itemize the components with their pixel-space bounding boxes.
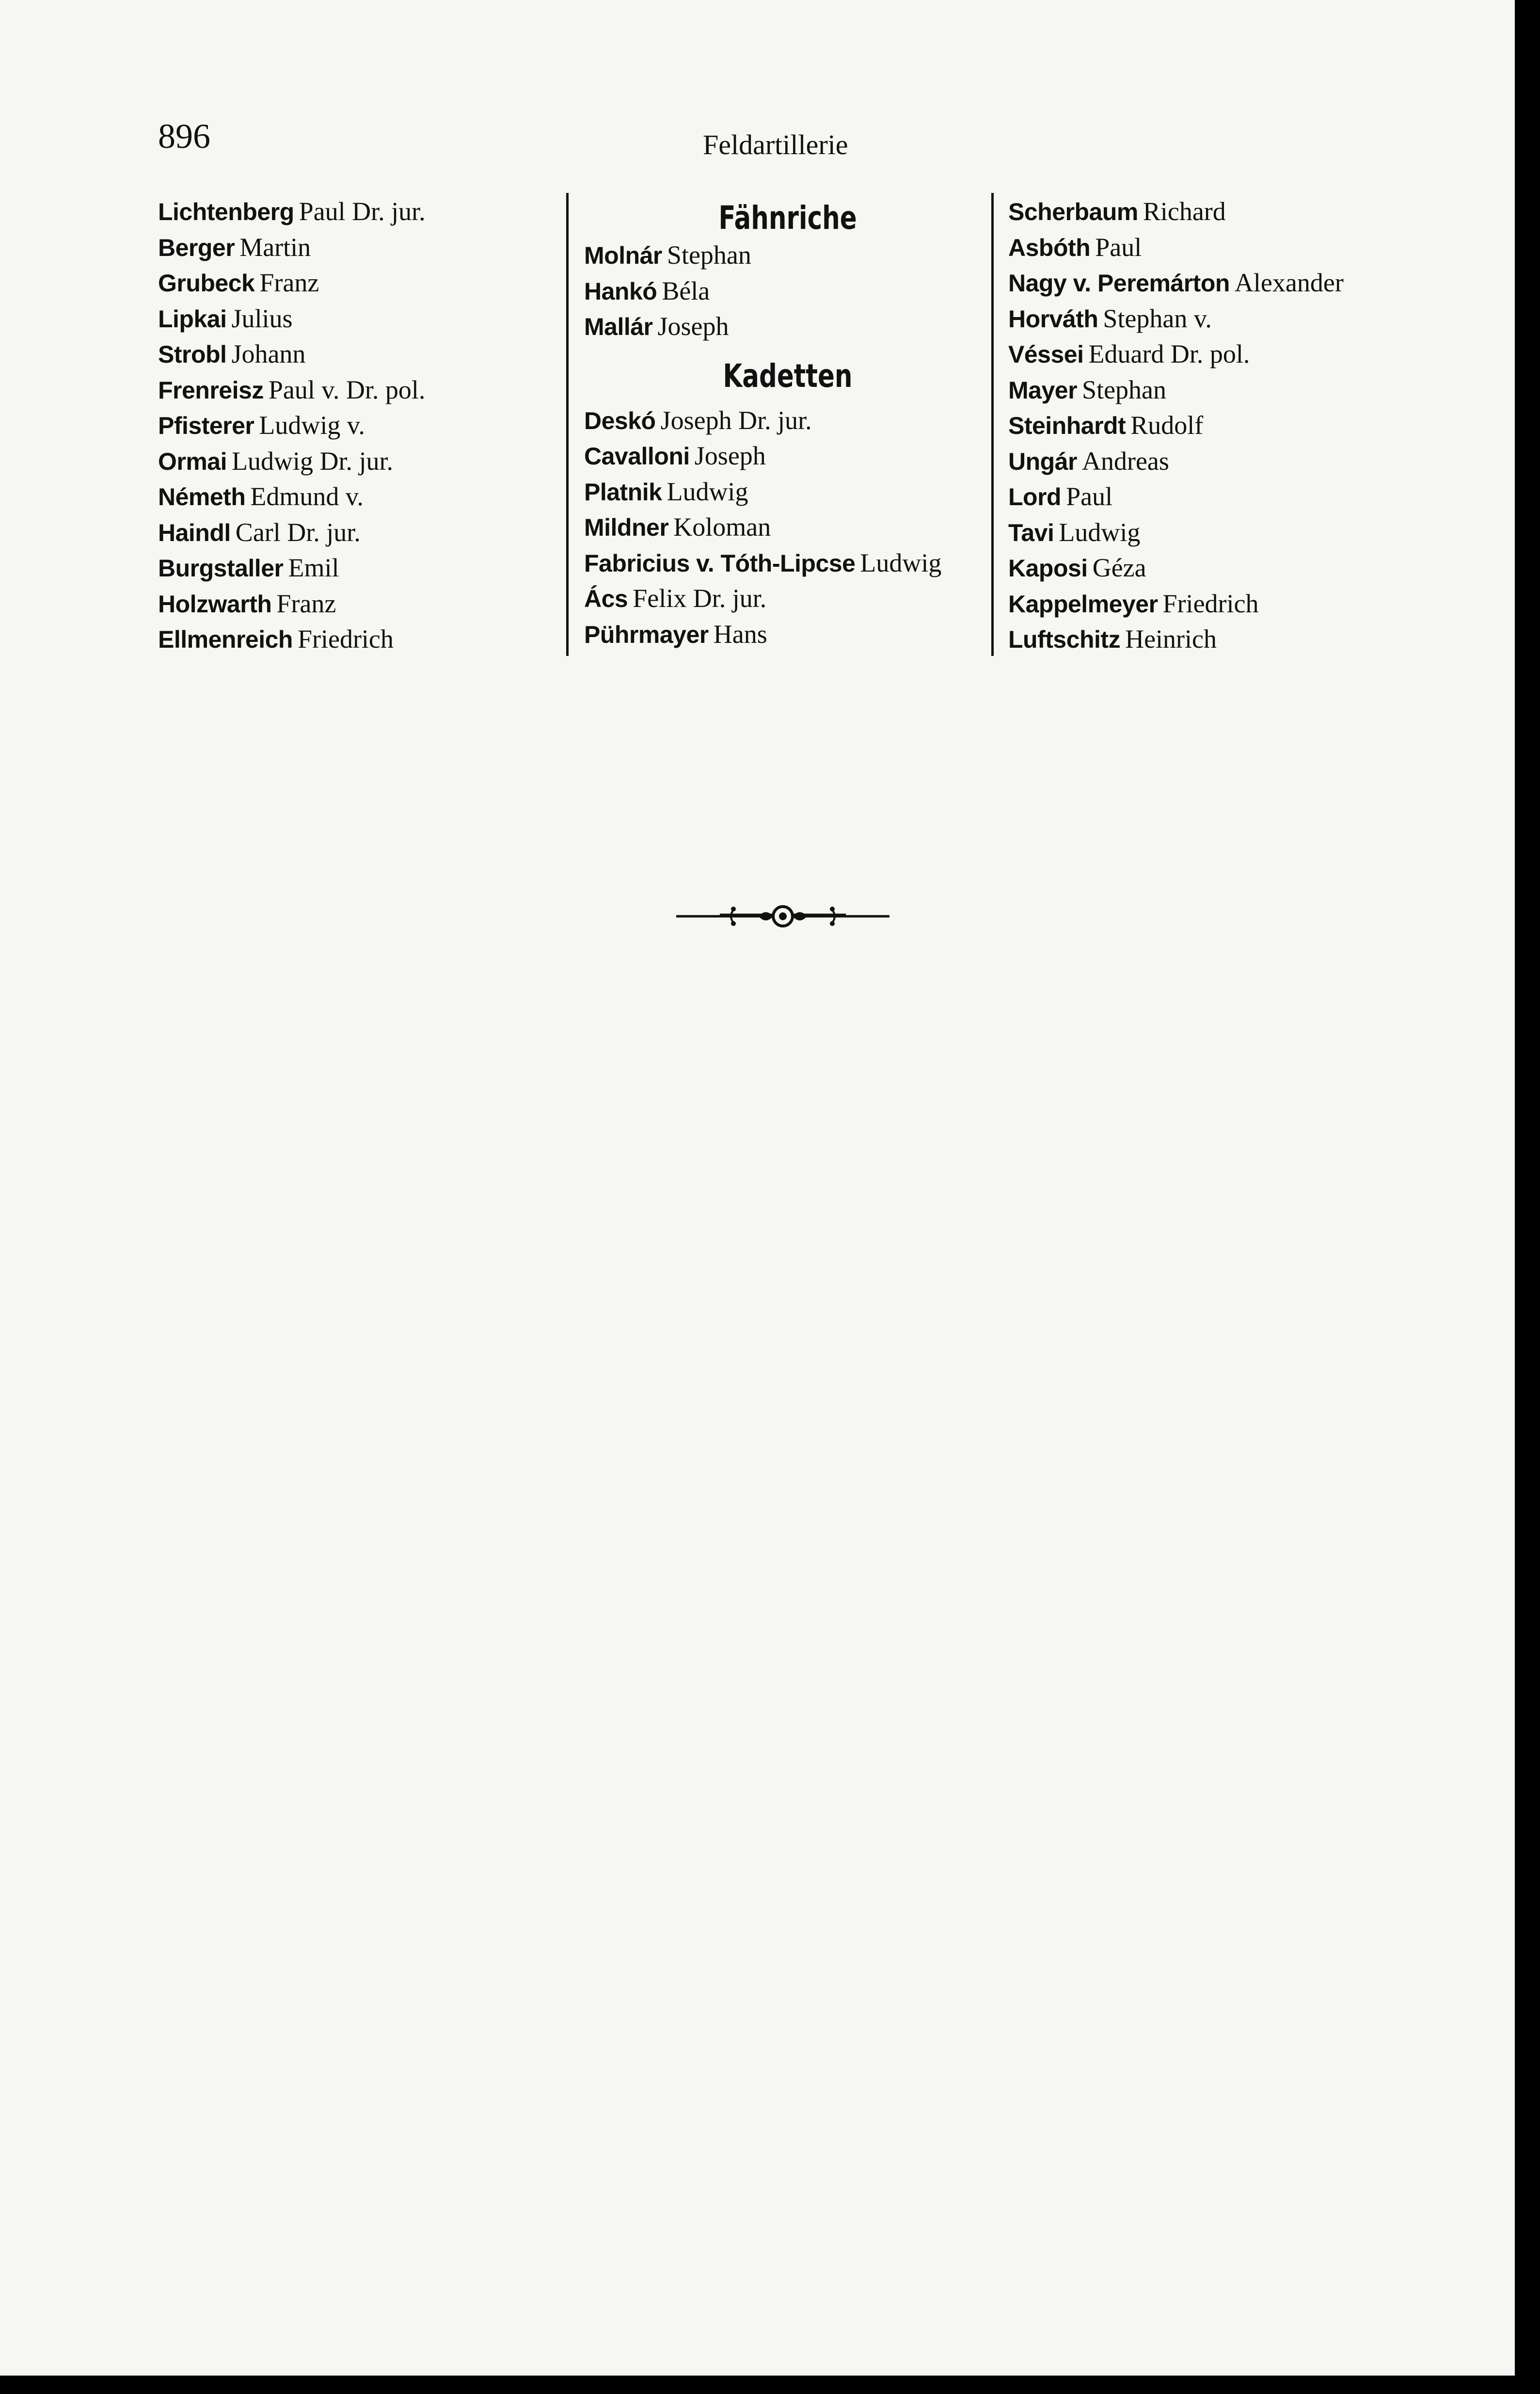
surname: Kaposi — [1008, 555, 1088, 582]
list-item — [584, 474, 991, 510]
surname: Platnik — [584, 478, 662, 506]
list-item — [1008, 230, 1493, 266]
given-name: Joseph Dr. jur. — [660, 405, 812, 435]
list-item — [1008, 372, 1493, 408]
given-name: Johann — [231, 339, 306, 368]
given-name: Ludwig v. — [259, 411, 365, 440]
given-name: Paul Dr. jur. — [299, 197, 426, 226]
list-item — [584, 545, 991, 581]
surname: Hankó — [584, 277, 657, 305]
list-item — [158, 479, 556, 515]
given-name: Hans — [713, 619, 767, 649]
list-item — [1008, 479, 1493, 515]
list-item — [158, 230, 556, 266]
given-name: Stephan — [1082, 375, 1167, 404]
surname: Grubeck — [158, 270, 255, 297]
list-item — [584, 581, 991, 617]
surname: Holzwarth — [158, 590, 272, 618]
given-name: Friedrich — [1162, 589, 1259, 618]
given-name: Paul — [1066, 482, 1113, 511]
given-name: Franz — [276, 589, 336, 618]
given-name: Paul v. Dr. pol. — [268, 375, 426, 404]
surname: Cavalloni — [584, 443, 690, 470]
surname: Haindl — [158, 519, 231, 546]
surname: Asbóth — [1008, 234, 1091, 261]
given-name: Stephan — [667, 240, 751, 270]
surname: Luftschitz — [1008, 626, 1121, 653]
given-name: Ludwig Dr. jur. — [232, 446, 394, 476]
section-heading-kadetten: Kadetten — [723, 357, 853, 395]
list-item — [584, 438, 991, 474]
surname: Ungár — [1008, 447, 1077, 475]
name-column-2 — [584, 194, 991, 652]
given-name: Stephan v. — [1103, 303, 1212, 333]
name-column-1 — [158, 194, 556, 657]
given-name: Ludwig — [1059, 517, 1141, 547]
surname: Molnár — [584, 242, 662, 269]
surname: Lord — [1008, 483, 1062, 511]
given-name: Paul — [1095, 232, 1142, 262]
given-name: Rudolf — [1130, 411, 1204, 440]
column-divider — [566, 193, 569, 656]
given-name: Heinrich — [1125, 624, 1217, 654]
surname: Scherbaum — [1008, 198, 1138, 225]
list-item — [158, 622, 556, 657]
given-name: Friedrich — [297, 624, 394, 654]
surname: Véssei — [1008, 341, 1084, 368]
list-item — [1008, 408, 1493, 444]
surname: Németh — [158, 483, 246, 511]
surname: Horváth — [1008, 305, 1098, 333]
given-name: Joseph — [694, 441, 766, 470]
given-name: Ludwig — [860, 548, 942, 577]
list-item — [1008, 550, 1493, 586]
given-name: Joseph — [657, 312, 729, 341]
surname: Fabricius v. Tóth-Lipcse — [584, 549, 856, 577]
list-item — [1008, 586, 1493, 622]
surname: Ellmenreich — [158, 626, 293, 653]
list-item — [584, 403, 991, 439]
column-divider — [991, 193, 994, 656]
given-name: Emil — [288, 553, 339, 582]
surname: Burgstaller — [158, 555, 284, 582]
list-item — [158, 550, 556, 586]
page-number: 896 — [158, 117, 210, 156]
given-name: Edmund v. — [250, 482, 364, 511]
list-item — [1008, 622, 1493, 657]
given-name: Alexander — [1234, 268, 1344, 297]
list-item — [158, 265, 556, 301]
given-name: Ludwig — [667, 477, 748, 506]
given-name: Béla — [662, 276, 710, 305]
surname: Frenreisz — [158, 376, 264, 404]
list-item — [158, 301, 556, 337]
list-item — [158, 586, 556, 622]
surname: Mildner — [584, 514, 669, 541]
surname: Ormai — [158, 447, 227, 475]
list-item — [1008, 444, 1493, 479]
surname: Pührmayer — [584, 621, 709, 648]
surname: Mallár — [584, 313, 653, 340]
list-item — [1008, 265, 1493, 301]
list-item — [584, 617, 991, 653]
surname: Mayer — [1008, 376, 1078, 404]
given-name: Koloman — [673, 512, 771, 542]
given-name: Carl Dr. jur. — [235, 517, 361, 547]
list-item — [1008, 336, 1493, 372]
surname: Tavi — [1008, 519, 1054, 546]
list-item — [584, 510, 991, 545]
name-column-3 — [1008, 194, 1493, 657]
given-name: Felix Dr. jur. — [633, 584, 767, 613]
list-item — [158, 336, 556, 372]
given-name: Martin — [239, 232, 311, 262]
list-item — [1008, 515, 1493, 551]
running-head: Feldartillerie — [703, 129, 848, 160]
section-heading-faehnriche: Fähnriche — [718, 199, 857, 237]
list-item — [1008, 301, 1493, 337]
surname: Kappelmeyer — [1008, 590, 1158, 618]
given-name: Eduard Dr. pol. — [1088, 339, 1250, 368]
surname: Berger — [158, 234, 235, 261]
surname: Lipkai — [158, 305, 227, 333]
given-name: Julius — [231, 303, 293, 333]
list-item — [158, 408, 556, 444]
surname: Nagy v. Peremárton — [1008, 270, 1230, 297]
list-item — [158, 444, 556, 479]
surname: Lichtenberg — [158, 198, 294, 225]
list-item — [1008, 194, 1493, 230]
surname: Ács — [584, 585, 628, 612]
list-item — [158, 515, 556, 551]
tailpiece-ornament-icon — [676, 899, 889, 933]
list-item — [584, 273, 991, 309]
given-name: Franz — [259, 268, 319, 297]
list-item — [158, 194, 556, 230]
surname: Deskó — [584, 407, 656, 434]
surname: Steinhardt — [1008, 412, 1126, 439]
given-name: Géza — [1092, 553, 1146, 582]
list-item — [584, 238, 991, 273]
surname: Strobl — [158, 341, 227, 368]
list-item — [584, 309, 991, 345]
list-item — [158, 372, 556, 408]
given-name: Richard — [1143, 197, 1226, 226]
surname: Pfisterer — [158, 412, 254, 439]
given-name: Andreas — [1081, 446, 1169, 476]
